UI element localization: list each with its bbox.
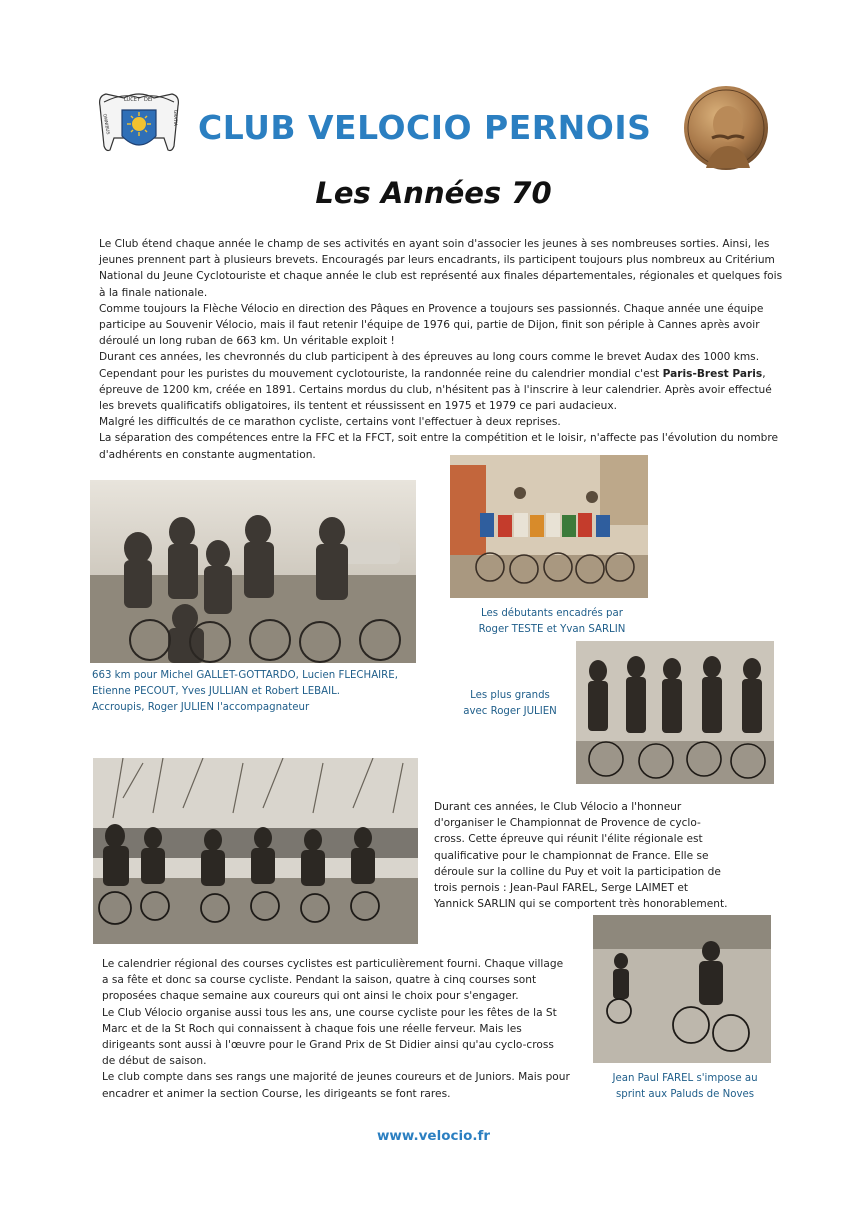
caption-photo-sprint xyxy=(590,1071,780,1103)
caption-line: Les débutants encadrés par xyxy=(481,608,623,619)
photo-sprint-paluds xyxy=(593,915,771,1063)
intro-paragraph xyxy=(99,366,789,415)
intro-paragraph: La séparation des compétences entre la FFC et la FFCT, soit entre la compétition et le loisir, n'affecte pas l'évolution du nombre d'adhérents en constante augmentation. xyxy=(99,432,779,461)
cyclocross-text xyxy=(434,799,729,912)
page-title: Les Années 70 xyxy=(315,176,552,210)
races-paragraph: Le Club Vélocio organise aussi tous les ans, une course cycliste pour les fêtes de la St Marc et de la St Roch qui connaissent à chaque fois une réelle ferveur. Mais les dirigeants sont aussi à l'œuvre pour le Grand Prix de St Didier ainsi qu'au cyclo-cross de début de saison. xyxy=(102,1006,557,1068)
caption-line: Jean Paul FAREL s'impose au xyxy=(612,1073,758,1084)
caption-photo-older-youths xyxy=(430,688,590,720)
races-paragraph: Le club compte dans ses rangs une majorité de jeunes coureurs et de Juniors. Mais pour encadrer et animer la section Course, les dirigeants se font rares. xyxy=(102,1071,570,1100)
races-text xyxy=(102,956,570,1102)
emblem-motto-3: OMNIBUS xyxy=(101,113,110,135)
caption-line: avec Roger JULIEN xyxy=(463,706,557,717)
intro-paragraph: Le Club étend chaque année le champ de ses activités en ayant soin d'associer les jeunes à ses nombreuses sorties. Ainsi, les jeunes prennent part à plusieurs brevets. Encouragés par leurs encadrants, ils participent toujours plus nombreux au Critérium National du Jeune Cyclotouriste et chaque année le club est représenté aux finales départementales, régionales et quelques fois à la finale nationale. xyxy=(99,238,783,299)
photo-young-riders xyxy=(450,455,648,598)
caption-line: Etienne PECOUT, Yves JULLIAN et Robert LEBAIL. xyxy=(92,686,341,697)
caption-line: 663 km pour Michel GALLET-GOTTARDO, Lucien FLECHAIRE, xyxy=(92,670,398,681)
caption-line: Accroupis, Roger JULIEN l'accompagnateur xyxy=(92,702,310,713)
club-brand-title: CLUB VELOCIO PERNOIS xyxy=(198,108,652,147)
intro-text-span: , épreuve de 1200 km, créée en 1891. Certains mordus du club, n'hésitent pas à l'inscrire à leur calendrier. Après avoir effectué les brevets qualificatifs obligatoires, ils tentent et réussissent en 1975 et 1979 ce pari audacieux. xyxy=(99,367,772,413)
caption-line: Roger TESTE et Yvan SARLIN xyxy=(478,624,626,635)
cyclocross-paragraph: Durant ces années, le Club Vélocio a l'honneur d'organiser le Championnat de Provence de cyclo-cross. Cette épreuve qui réunit l'élite régionale est qualificative pour le championnat de France. Elle se déroule sur la colline du Puy et voit la participation de trois pernois : Jean-Paul FAREL, Serge LAIMET et Yannick SARLIN qui se comportent très honorablement. xyxy=(434,801,728,911)
footer-website-link[interactable]: www.velocio.fr xyxy=(376,1128,491,1144)
velocio-medal xyxy=(682,84,770,172)
intro-paragraph: Malgré les difficultés de ce marathon cycliste, certains vont l'effectuer à deux reprises. xyxy=(99,416,561,429)
races-paragraph: Le calendrier régional des courses cyclistes est particulièrement fourni. Chaque village a sa fête et donc sa course cycliste. Pendant la saison, quatre à cinq courses sont proposées chaque semaine aux coureurs qui ont ainsi le choix pour s'engager. xyxy=(102,958,564,1003)
emblem-motto-2: DEI xyxy=(144,97,153,103)
photo-cyclocross-start xyxy=(93,758,418,944)
caption-photo-663km xyxy=(92,668,422,716)
event-name: Paris-Brest Paris xyxy=(662,367,763,380)
emblem-motto-4: GRATIA xyxy=(172,110,177,126)
intro-text xyxy=(99,236,789,463)
intro-paragraph: Comme toujours la Flèche Vélocio en direction des Pâques en Provence a toujours ses passionnés. Chaque année une équipe participe au Souvenir Vélocio, mais il faut retenir l'équipe de 1976 qui, partie de Dijon, finit son périple à Cannes après avoir déroulé un long ruban de 663 km. Un véritable exploit ! xyxy=(99,302,764,348)
caption-line: Les plus grands xyxy=(470,690,550,701)
caption-photo-young-riders xyxy=(452,606,652,638)
club-emblem xyxy=(94,88,184,162)
intro-paragraph: Durant ces années, les chevronnés du club participent à des épreuves au long cours comme le brevet Audax des 1000 kms. xyxy=(99,351,760,364)
photo-older-youths xyxy=(576,641,774,784)
intro-text-span: Cependant pour les puristes du mouvement cyclotouriste, la randonnée reine du calendrier mondial c'est xyxy=(99,367,663,380)
emblem-motto-1: LUCET xyxy=(124,97,140,103)
caption-line: sprint aux Paluds de Noves xyxy=(615,1089,755,1100)
photo-663km-team xyxy=(90,480,416,663)
